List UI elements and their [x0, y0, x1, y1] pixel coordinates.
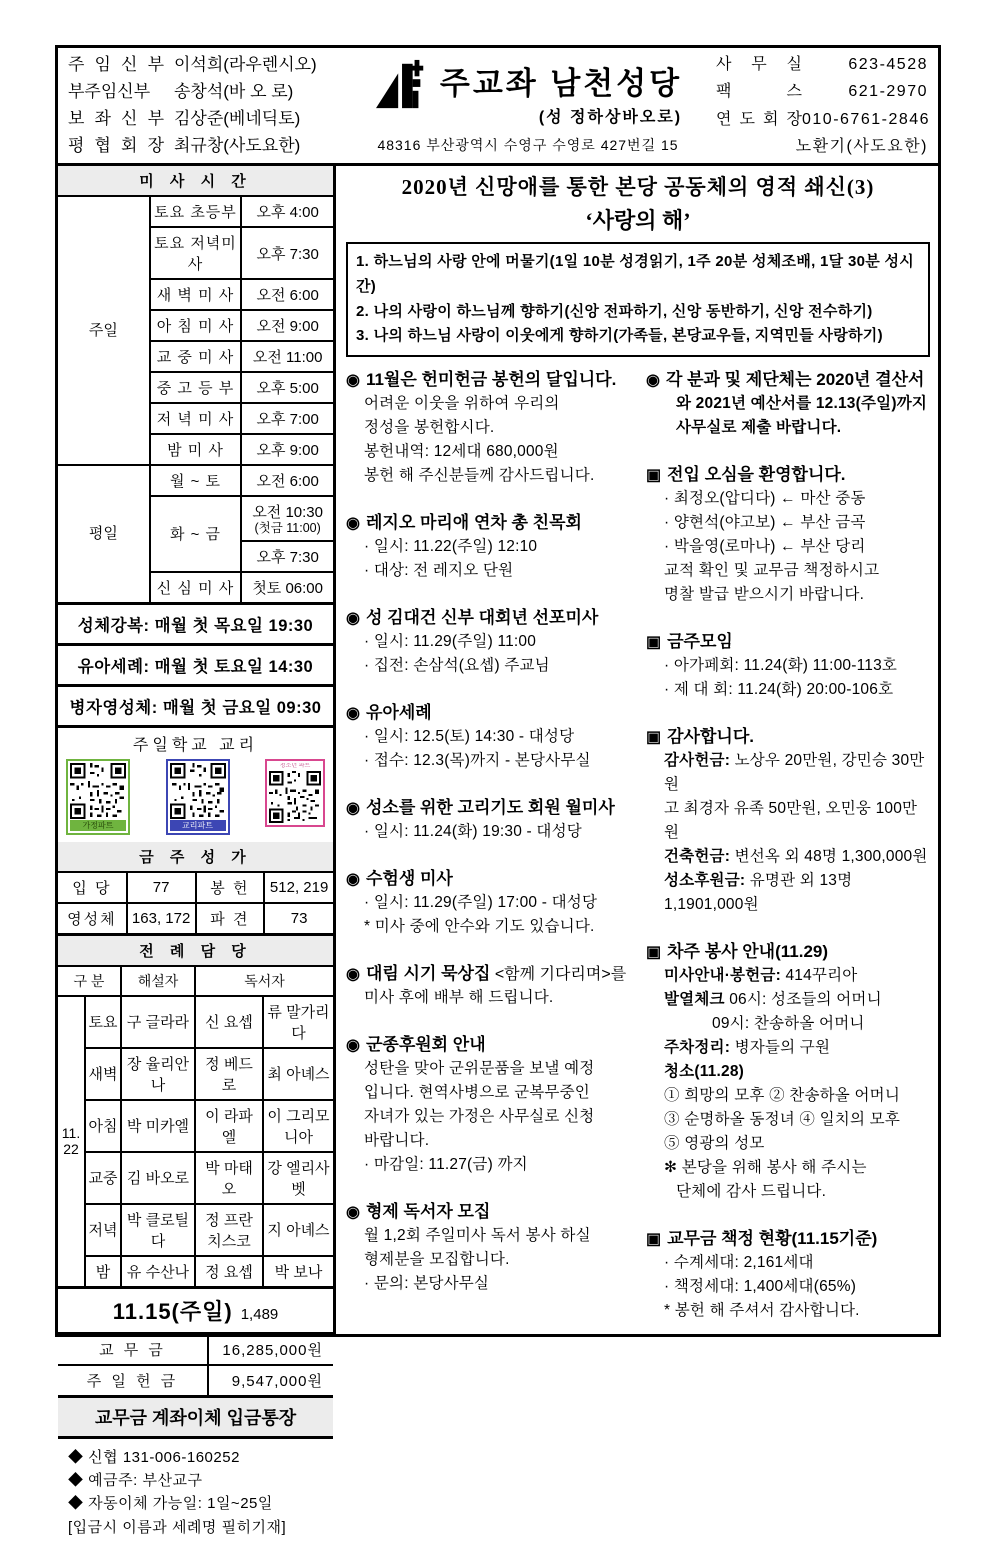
section-line: 바랍니다. [364, 1131, 430, 1149]
section-line: 교적 확인 및 교무금 책정하시고 [664, 561, 880, 579]
contact-row [716, 137, 928, 156]
section-line: 자녀가 있는 가정은 사무실로 신청 [364, 1107, 595, 1125]
section-exam-mass [346, 868, 630, 939]
section-line: 건축헌금: 변선옥 외 48명 1,300,000원 [664, 847, 928, 865]
church-address: 48316 부산광역시 수영구 수영로 427번길 15 [377, 137, 679, 153]
mass-schedule-table [58, 166, 333, 602]
notice-label: 성체강복: [77, 616, 150, 635]
section-line: · 집전: 손삼석(요셉) 주교님 [364, 656, 550, 674]
section-line: · 일시: 11.29(주일) 11:00 [364, 632, 537, 650]
cell: 이 라파엘 [195, 1100, 263, 1152]
col-header: 해설자 [121, 966, 195, 996]
main-content [336, 166, 938, 1334]
bank-line: [입금시 이름과 세례명 필히기재] [68, 1518, 287, 1536]
cell: 오후 7:00 [241, 403, 333, 434]
section-line: 09시: 찬송하올 어머니 [712, 1014, 865, 1032]
church-subtitle: (성 정하상바오로) [538, 109, 683, 126]
cell: 정 요셉 [195, 1256, 263, 1286]
section-budget-report [646, 369, 930, 440]
circle-bullet-icon: ◉ [346, 704, 360, 722]
circle-bullet-icon: ◉ [346, 609, 360, 627]
cell: 박 클로틸다 [121, 1204, 195, 1256]
section-line: 성탄을 맞아 군위문품을 보낼 예정 [364, 1059, 595, 1077]
section-title: 각 분과 및 제단체는 2020년 결산서 [665, 370, 925, 389]
cell: 저녁 [85, 1204, 121, 1256]
section-title: 감사합니다. [667, 726, 754, 746]
motto-line: 3. 나의 하느님 사랑이 이웃에게 향하기(가족들, 본당교우들, 지역민들 사랑하기) [356, 327, 883, 345]
section-title: 금주모임 [667, 631, 733, 651]
staff-row [68, 136, 344, 156]
cell: 주 일 헌 금 [58, 1365, 208, 1395]
section-line: 정성을 봉헌합시다. [364, 418, 495, 436]
notice-value: 매월 첫 목요일 19:30 [154, 616, 314, 635]
contact-list [706, 48, 938, 163]
section-new-members [646, 464, 930, 607]
qr-code-youth [265, 759, 325, 827]
contact-row [716, 82, 928, 101]
section-line: ✻ 본당을 위해 봉사 해 주시는 [664, 1159, 867, 1177]
motto-box [346, 242, 930, 357]
cell: 오후 7:30 [241, 227, 333, 279]
liturgy-date: 11.22 [58, 996, 85, 1286]
section-line: 사무실로 제출 바랍니다. [676, 418, 842, 436]
announcements-right [646, 369, 930, 1334]
section-line: 발열체크 06시: 성조들의 어머니 [664, 990, 882, 1008]
cell [241, 496, 333, 541]
cell: 지 아녜스 [263, 1204, 333, 1256]
section-line: · 일시: 11.22(주일) 12:10 [364, 537, 538, 555]
notice-value: 매월 첫 금요일 09:30 [162, 698, 322, 717]
cell: 밤 [85, 1256, 121, 1286]
offerings-box [58, 1335, 333, 1398]
page-title: 2020년 신망애를 통한 본당 공동체의 영적 쇄신(3) [401, 175, 875, 199]
cell: 512, 219 [264, 872, 333, 903]
sick-communion-notice [58, 687, 333, 728]
cell: 입 당 [58, 872, 127, 903]
cell: 오후 5:00 [241, 372, 333, 403]
section-line: * 봉헌 해 주셔서 감사합니다. [664, 1302, 860, 1320]
bank-body [58, 1439, 333, 1545]
contact-value: 621-2970 [848, 83, 928, 101]
cell: 류 말가리다 [263, 996, 333, 1048]
circle-bullet-icon: ◉ [346, 965, 360, 983]
staff-role: 평 협 회 장 [68, 135, 164, 155]
bulletin-page [55, 45, 941, 1536]
time-text: 오전 10:30 [252, 504, 323, 521]
notice-label: 병자영성체: [69, 698, 158, 717]
mass-schedule-title: 미 사 시 간 [58, 166, 333, 196]
cell: 김 바오로 [121, 1152, 195, 1204]
hymns-table [58, 842, 333, 933]
group-label-weekday: 평일 [58, 465, 150, 602]
cell: 신 요셉 [195, 996, 263, 1048]
section-line: 고 최경자 유족 50만원, 오민웅 100만원 [664, 799, 918, 841]
square-bullet-icon: ▣ [646, 466, 662, 484]
bank-line: ◆ 자동이체 가능일: 1일~25일 [68, 1495, 273, 1513]
section-legio [346, 512, 630, 583]
section-line: ③ 순명하올 동정녀 ④ 일치의 모후 [664, 1111, 901, 1129]
section-title: 성 김대건 신부 대회년 선포미사 [365, 607, 599, 627]
circle-bullet-icon: ◉ [646, 372, 660, 389]
church-logo-icon [374, 58, 432, 112]
cell: 오전 11:00 [241, 341, 333, 372]
staff-name: 김상준(베네딕토) [174, 108, 301, 128]
cell: 9,547,000원 [208, 1365, 333, 1395]
cell: 토요 [85, 996, 121, 1048]
cell: 저 녁 미 사 [150, 403, 242, 434]
section-title: 차주 봉사 안내(11.29) [667, 942, 829, 961]
cell: 파 견 [196, 903, 265, 933]
staff-role: 부주임신부 [68, 81, 151, 101]
section-line: ⑤ 영광의 성모 [664, 1135, 765, 1153]
square-bullet-icon: ▣ [646, 728, 662, 746]
cell: 교중 [85, 1152, 121, 1204]
announcements-left [346, 369, 630, 1334]
contact-row [716, 55, 928, 74]
attendance-date: 11.15(주일) [112, 1298, 233, 1324]
qr-label: 가정파트 [70, 820, 126, 831]
section-line: 성소후원금: 유명관 외 13명 1,1901,000원 [664, 871, 853, 913]
section-military-support [346, 1034, 630, 1177]
square-bullet-icon: ▣ [646, 633, 662, 651]
staff-name: 최규창(사도요한) [174, 135, 301, 155]
infant-baptism-notice [58, 646, 333, 687]
section-line: · 대상: 전 레지오 단원 [364, 561, 514, 579]
cell: 박 보나 [263, 1256, 333, 1286]
notice-value: 매월 첫 토요일 14:30 [154, 657, 314, 676]
section-line: · 책정세대: 1,400세대(65%) [664, 1278, 857, 1296]
section-line: · 최정오(압디다) ← 마산 중동 [664, 489, 866, 507]
square-bullet-icon: ▣ [646, 1231, 662, 1249]
section-line: 미사안내·봉헌금: 414꾸리아 [664, 966, 858, 984]
contact-row [716, 110, 931, 129]
cell: 첫토 06:00 [241, 572, 333, 602]
square-bullet-icon: ▣ [646, 944, 662, 961]
cell: 새벽 [85, 1048, 121, 1100]
attendance-count: 1,489 [240, 1305, 279, 1323]
circle-bullet-icon: ◉ [346, 372, 360, 389]
contact-label: 연 도 회 장 [716, 110, 802, 128]
section-line: 와 2021년 예산서를 12.13(주일)까지 [676, 394, 928, 412]
church-title: 주교좌 남천성당 [439, 66, 683, 101]
section-line: 봉헌 해 주신분들께 감사드립니다. [364, 466, 595, 484]
contact-value: 010-6761-2846 [802, 110, 931, 128]
hymns-box [58, 842, 333, 936]
qr-label: 교리파트 [170, 820, 226, 831]
section-kim-taegon-mass [346, 607, 630, 678]
liturgy-title: 전 례 담 당 [58, 936, 333, 966]
section-line: · 수계세대: 2,161세대 [664, 1254, 814, 1272]
motto-line: 2. 나의 사랑이 하느님께 향하기(신앙 전파하기, 신앙 동반하기, 신앙 전수하기) [356, 302, 873, 320]
liturgy-box [58, 936, 333, 1289]
staff-role: 주 임 신 부 [68, 55, 164, 74]
sunday-school-title: 주일학교 교리 [132, 736, 259, 754]
sidebar [58, 166, 336, 1536]
motto-line: 1. 하느님의 사랑 안에 머물기(1일 10분 성경읽기, 1주 20분 성체조배, 1달 30분 성시간) [356, 253, 915, 295]
circle-bullet-icon: ◉ [346, 515, 360, 532]
section-week-meetings [646, 631, 930, 702]
section-line: 주차정리: 병자들의 구원 [664, 1038, 831, 1056]
cell: 유 수산나 [121, 1256, 195, 1286]
cell: 화 ~ 금 [150, 496, 242, 572]
section-line: · 일시: 11.29(주일) 17:00 - 대성당 [364, 893, 598, 911]
section-line: 미사 후에 배부 해 드립니다. [364, 988, 554, 1006]
section-line: · 일시: 12.5(토) 14:30 - 대성당 [364, 727, 575, 745]
cell: 신 심 미 사 [150, 572, 242, 602]
qr-code-family [66, 759, 130, 835]
cell: 이 그리모니아 [263, 1100, 333, 1152]
contact-label: 팩 스 [716, 83, 802, 101]
section-title: 성소를 위한 고리기도 회원 월미사 [365, 797, 615, 817]
sunday-school-box [58, 728, 333, 842]
time-note: (첫금 11:00) [254, 521, 321, 535]
section-line: 명찰 발급 받으시기 바랍니다. [664, 585, 865, 603]
section-line: 감사헌금: 노상우 20만원, 강민승 30만원 [664, 751, 925, 793]
liturgy-table [58, 936, 333, 1286]
circle-bullet-icon: ◉ [346, 799, 360, 817]
circle-bullet-icon: ◉ [346, 870, 360, 888]
staff-name: 송창석(바 오 로) [174, 81, 294, 101]
col-header: 독서자 [195, 966, 333, 996]
section-next-week-service [646, 941, 930, 1204]
bank-box [58, 1398, 333, 1545]
cell: 장 율리안나 [121, 1048, 195, 1100]
cell: 77 [127, 872, 196, 903]
section-line: 청소(11.28) [664, 1063, 745, 1080]
cell: 토요 저녁미사 [150, 227, 242, 279]
section-line: 봉헌내역: 12세대 680,000원 [364, 442, 559, 460]
cell: 교 무 금 [58, 1335, 208, 1365]
section-title: 유아세례 [365, 702, 432, 722]
section-line: ① 희망의 모후 ② 찬송하올 어머니 [664, 1087, 901, 1105]
section-line: * 미사 중에 안수와 기도 있습니다. [364, 917, 595, 935]
cell: 정 프란치스코 [195, 1204, 263, 1256]
cell: 아 침 미 사 [150, 310, 242, 341]
section-rice-offering [346, 369, 630, 488]
notice-label: 유아세례: [77, 657, 150, 676]
cell: 박 미카엘 [121, 1100, 195, 1152]
mass-schedule-box [58, 166, 333, 605]
bank-line: ◆ 신협 131-006-160252 [68, 1448, 240, 1466]
cell: 밤 미 사 [150, 434, 242, 465]
section-line: 월 1,2회 주일미사 독서 봉사 하실 [364, 1226, 591, 1244]
qr-label: 청소년 파트 [279, 762, 311, 769]
group-label-sunday: 주일 [58, 196, 150, 465]
cell: 73 [264, 903, 333, 933]
section-line: 형제분을 모집합니다. [364, 1250, 510, 1268]
cell: 봉 헌 [196, 872, 265, 903]
cell: 오후 7:30 [241, 541, 333, 572]
section-title: 군종후원회 안내 [365, 1034, 486, 1054]
staff-row [68, 82, 344, 102]
section-line: · 마감일: 11.27(금) 까지 [364, 1155, 528, 1173]
section-line: 어려운 이웃을 위하여 우리의 [364, 394, 560, 412]
section-title: 11월은 헌미헌금 봉헌의 달입니다. [365, 370, 617, 389]
staff-role: 보 좌 신 부 [68, 108, 164, 128]
cell: 박 마태오 [195, 1152, 263, 1204]
cell: 새 벽 미 사 [150, 279, 242, 310]
bank-title: 교무금 계좌이체 입금통장 [58, 1398, 333, 1439]
contact-value: 노환기(사도요한) [795, 137, 928, 155]
staff-name: 이석희(라우렌시오) [174, 55, 317, 74]
col-header: 구 분 [58, 966, 121, 996]
section-title: 레지오 마리애 연차 총 친목회 [365, 513, 582, 532]
section-title: 형제 독서자 모집 [365, 1201, 491, 1221]
header [58, 48, 938, 166]
section-line: 입니다. 현역사병으로 군복무중인 [364, 1083, 590, 1101]
cell: 163, 172 [127, 903, 196, 933]
section-title: 교무금 책정 현황(11.15기준) [667, 1229, 878, 1249]
section-line: · 일시: 11.24(화) 19:30 - 대성당 [364, 822, 582, 840]
qr-code-catechism [166, 759, 230, 835]
offerings-table [58, 1335, 333, 1395]
section-title: 대림 시기 묵상집 <함께 기다리며>를 [365, 963, 627, 983]
cell: 최 아녜스 [263, 1048, 333, 1100]
cell: 교 중 미 사 [150, 341, 242, 372]
section-line: · 제 대 회: 11.24(화) 20:00-106호 [664, 680, 894, 698]
staff-list [58, 48, 350, 163]
cell: 영성체 [58, 903, 127, 933]
bank-line: ◆ 예금주: 부산교구 [68, 1472, 203, 1490]
benediction-notice [58, 605, 333, 646]
section-advent-meditation-book [346, 963, 630, 1010]
cell: 오후 4:00 [241, 196, 333, 227]
circle-bullet-icon: ◉ [346, 1203, 360, 1221]
section-title: 전입 오심을 환영합니다. [667, 464, 846, 484]
section-stipend-status [646, 1228, 930, 1323]
cell: 오전 6:00 [241, 279, 333, 310]
contact-value: 623-4528 [848, 56, 928, 73]
circle-bullet-icon: ◉ [346, 1036, 360, 1054]
attendance-row [58, 1289, 333, 1335]
cell: 정 베드로 [195, 1048, 263, 1100]
section-vocation-prayer-mass [346, 797, 630, 844]
cell: 구 글라라 [121, 996, 195, 1048]
hymns-title: 금 주 성 가 [58, 842, 333, 872]
brand [350, 48, 706, 163]
section-line: · 아가페회: 11.24(화) 11:00-113호 [664, 656, 898, 674]
section-line: · 접수: 12.3(목)까지 - 본당사무실 [364, 751, 591, 769]
section-lector-recruit [346, 1201, 630, 1296]
cell: 오후 9:00 [241, 434, 333, 465]
cell: 아침 [85, 1100, 121, 1152]
section-title: 수험생 미사 [365, 868, 453, 888]
cell: 오전 6:00 [241, 465, 333, 496]
section-line: 단체에 감사 드립니다. [676, 1183, 827, 1201]
cell: 토요 초등부 [150, 196, 242, 227]
cell: 16,285,000원 [208, 1335, 333, 1365]
cell: 오전 9:00 [241, 310, 333, 341]
cell: 강 엘리사벳 [263, 1152, 333, 1204]
staff-row [68, 109, 344, 129]
section-line: · 양현석(야고보) ← 부산 금곡 [664, 513, 866, 531]
cell: 월 ~ 토 [150, 465, 242, 496]
section-line: · 문의: 본당사무실 [364, 1274, 490, 1292]
cell: 중 고 등 부 [150, 372, 242, 403]
contact-label: 사 무 실 [716, 56, 802, 73]
staff-row [68, 55, 344, 75]
section-infant-baptism [346, 702, 630, 773]
section-line: · 박을영(로마나) ← 부산 당리 [664, 537, 866, 555]
page-subtitle: ‘사랑의 해’ [585, 208, 691, 233]
section-thanks [646, 726, 930, 917]
